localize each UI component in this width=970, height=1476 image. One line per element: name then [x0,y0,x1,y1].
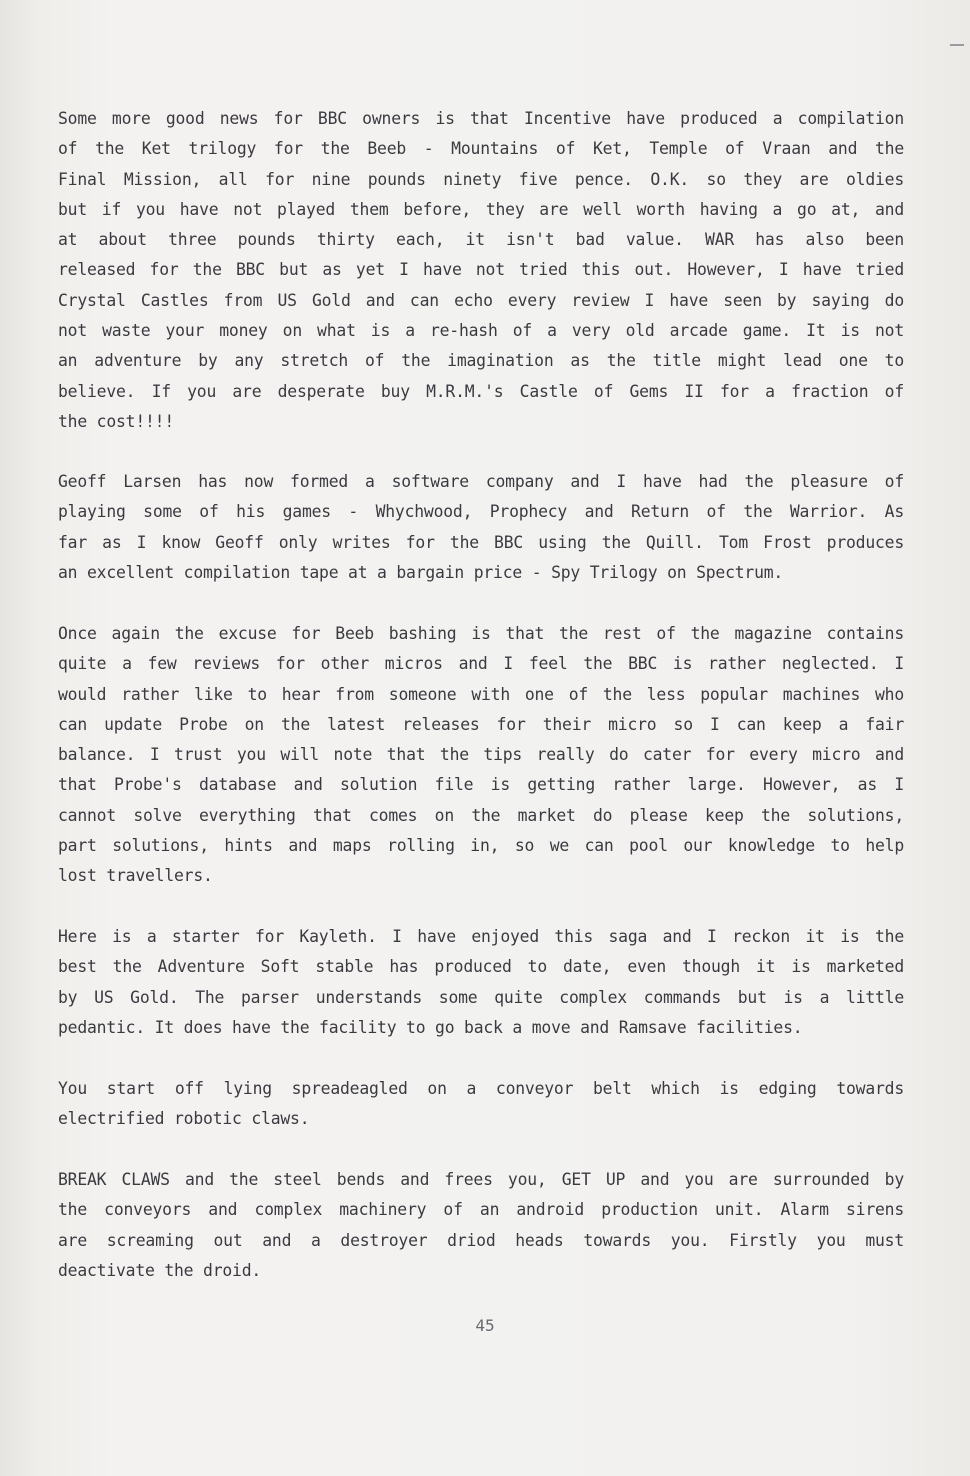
text-line: Some more good news for BBC owners is that Incentive have produced a compilation [58,109,904,128]
text-line: deactivate the droid. [58,1260,262,1280]
text-line: but if you have not played them before, they are well worth having a go at, and [58,199,904,219]
text-line: can update Probe on the latest releases for their micro so I can keep a fair [58,714,904,734]
text-line: Final Mission, all for nine pounds ninety five pence. O.K. so they are oldies [58,169,904,189]
text-line: the cost!!!! [58,411,175,431]
page-number: 45 [475,1316,495,1335]
text-line: cannot solve everything that comes on the market do please keep the solutions, [58,805,904,825]
text-line: the conveyors and complex machinery of an android production unit. Alarm sirens [58,1200,904,1220]
text-line: Geoff Larsen has now formed a software company and I have had the pleasure of [58,472,904,491]
text-line: electrified robotic claws. [58,1109,310,1129]
paragraph-geoff-larsen [58,467,904,588]
text-line: not waste your money on what is a re-hash of a very old arcade game. It is not [58,321,904,341]
text-line: part solutions, hints and maps rolling in, so we can pool our knowledge to help [58,836,904,856]
text-line: lost travellers. [58,866,213,886]
paragraph-conveyor-belt [58,1074,904,1135]
text-line: playing some of his games - Whychwood, Prophecy and Return of the Warrior. As [58,502,904,522]
text-line: would rather like to hear from someone with one of the less popular machines who [58,684,904,704]
text-line: released for the BBC but as yet I have not tried this out. However, I have tried [58,260,904,280]
edge-mark [950,44,964,46]
paragraph-bbc-compilation [58,104,904,437]
paragraph-break-claws [58,1165,904,1286]
text-line: Crystal Castles from US Gold and can echo every review I have seen by saying do [58,290,904,310]
text-line: BREAK CLAWS and the steel bends and frees you, GET UP and you are surrounded by [58,1170,904,1189]
text-line: best the Adventure Soft stable has produced to date, even though it is marketed [58,957,904,977]
text-line: that Probe's database and solution file is getting rather large. However, as I [58,775,904,795]
text-line: an excellent compilation tape at a bargain price - Spy Trilogy on Spectrum. [58,562,784,582]
text-line: an adventure by any stretch of the imagination as the title might lead one to [58,351,904,371]
text-line: balance. I trust you will note that the tips really do cater for every micro and [58,745,904,765]
text-line: Once again the excuse for Beeb bashing is that the rest of the magazine contains [58,624,904,643]
text-line: by US Gold. The parser understands some quite complex commands but is a little [58,987,904,1007]
text-line: are screaming out and a destroyer driod heads towards you. Firstly you must [58,1230,904,1250]
paragraph-beeb-bashing [58,619,904,892]
text-line: believe. If you are desperate buy M.R.M.'s Castle of Gems II for a fraction of [58,381,904,401]
text-line: at about three pounds thirty each, it isn't bad value. WAR has also been [58,230,904,250]
text-line: quite a few reviews for other micros and I feel the BBC is rather neglected. I [58,654,904,674]
paragraph-kayleth-starter [58,922,904,1043]
text-line: of the Ket trilogy for the Beeb - Mountains of Ket, Temple of Vraan and the [58,139,904,159]
text-line: Here is a starter for Kayleth. I have enjoyed this saga and I reckon it is the [58,927,904,946]
text-line: pedantic. It does have the facility to go back a move and Ramsave facilities. [58,1017,803,1037]
text-line: You start off lying spreadeagled on a conveyor belt which is edging towards [58,1079,904,1098]
text-line: far as I know Geoff only writes for the BBC using the Quill. Tom Frost produces [58,532,904,552]
